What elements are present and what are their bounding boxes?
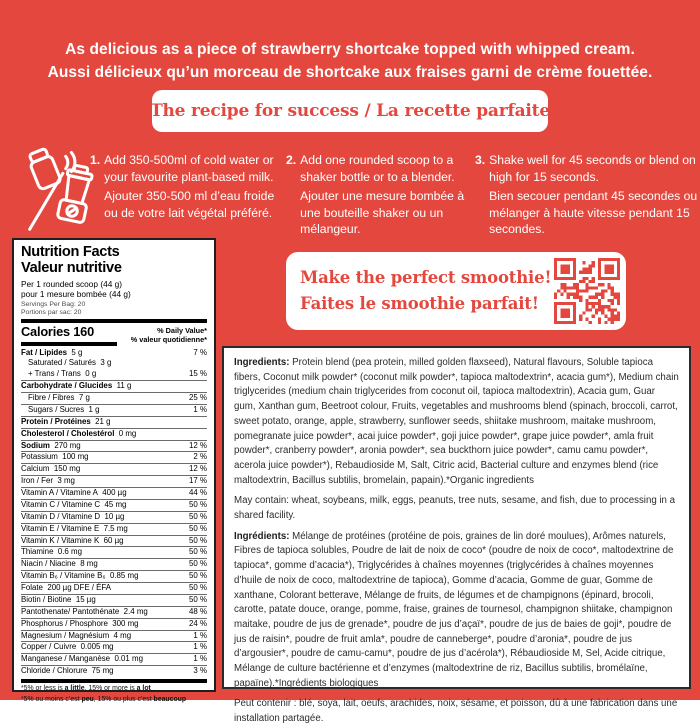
step-2-en: Add one rounded scoop to a shaker bottle or to a blender. (300, 153, 455, 184)
servings-per-bag-en: Servings Per Bag: 20 (21, 301, 86, 308)
nutrition-row: Vitamin C / Vitamine C 45 mg 50 % (21, 499, 207, 509)
smoothie-banner-fr: Faites le smoothie parfait! (300, 294, 539, 313)
nutrition-title-fr: Valeur nutritive (21, 259, 122, 276)
nutrition-row: Vitamin K / Vitamine K 60 µg 50 % (21, 535, 207, 545)
nutrition-row: Sugars / Sucres 1 g 1 % (21, 404, 207, 416)
nutrition-row: Calcium 150 mg 12 % (21, 464, 207, 474)
divider-bar (21, 342, 117, 347)
nutrition-title-en: Nutrition Facts (21, 244, 120, 260)
step-1-en: Add 350-500ml of cold water or your favourite plant-based milk. (104, 153, 274, 184)
nutrition-row: Chloride / Chlorure 75 mg 3 % (21, 666, 207, 676)
ingredients-en-text: Protein blend (pea protein, milled golden flaxseed), Natural flavours, Soluble tapioca fibers, Coconut milk powder* (coconut milk powder*, tapioca maltodextrin*, acacia gum*), Medium chain triglycerides (medium chain triglycerides from coconut oil, tapioca maltodextrin), Acacia gum, Guar gum, Xanthan gum, Beetroot colour, Fruits, vegetables and mushrooms blend (spinach, broccoli, carrot, sweet potato, orange, apple, strawberry, sunflower seeds, shiitake mushroom, maitake mushroom, pomegranate juice powder*, acai juice powder*, goji juice powder*, grape juice powder*, amla fruit powder*, cranberry powder*, aronia powder*, sea buckthorn juice powder*, camu camu powder*, acerola juice powder*), Rebaudioside M, Salt, Citric acid, Bacterial culture and enzymes blend (rice maltodextrin, Bacillus subtilis, bromelain, papain).*Organic ingredients (234, 357, 679, 486)
step-2-number: 2. (286, 153, 297, 167)
nutrition-row: Folate 200 µg DFE / ÉFA 50 % (21, 583, 207, 593)
qr-code-icon (554, 258, 620, 324)
daily-value-header-en: % Daily Value* (157, 325, 207, 335)
nutrition-row: Vitamin B₆ / Vitamine B₆ 0.85 mg 50 % (21, 571, 207, 581)
nutrition-row: Biotin / Biotine 15 µg 50 % (21, 594, 207, 604)
footnote-en: *5% or less is a little, 15% or more is a lot (21, 685, 151, 692)
tagline-fr: Aussi délicieux qu’un morceau de shortcake aux fraises garni de crème fouettée. (47, 64, 653, 81)
serving-size-en: Per 1 rounded scoop (44 g) (21, 279, 123, 289)
step-3 (475, 152, 698, 238)
nutrition-row: Sodium 270 mg 12 % (21, 440, 207, 450)
nutrition-row: Carbohydrate / Glucides 11 g (21, 380, 207, 392)
ingredients-panel (222, 346, 691, 725)
nutrition-row: Magnesium / Magnésium 4 mg 1 % (21, 630, 207, 640)
tagline-en: As delicious as a piece of strawberry shortcake topped with whipped cream. (65, 41, 635, 58)
nutrition-row: Manganese / Manganèse 0.01 mg 1 % (21, 654, 207, 664)
step-3-number: 3. (475, 153, 486, 167)
nutrition-row: + Trans / Trans 0 g 15 % (28, 369, 207, 379)
nutrition-row: Protein / Protéines 21 g (21, 416, 207, 428)
recipe-banner-title: The recipe for success / La recette parfaite (150, 101, 550, 121)
nutrition-row: Cholesterol / Cholestérol 0 mg (21, 428, 207, 440)
ingredients-fr-text: Mélange de protéines (protéine de pois, graines de lin doré moulues), Arômes naturels, Fibres de tapioca solubles, Poudre de lait de noix de coco* (poudre de noix de coco*, maltodextrine de tapioca*, gomme d’acacia*), Triglycérides à chaînes moyennes (triglycérides à chaînes moyennes d’huile de noix de coco, maltodextrine de tapioca), Gomme d’acacia, Gomme de guar, Gomme de xanthane, Colorant betterave, Mélange de fruits, de légumes et de champignons (épinard, brocoli, carotte, patate douce, orange, pomme, fraise, graines de tournesol, champignon shiitake, champignon maitake, poudre de jus de grenade*, poudre de jus d’açaï*, poudre de jus de baies de goji*, poudre de jus de raisin*, poudre de fruit amla*, poudre de canneberge*, poudre d’aronia*, poudre de jus d’argousier*, poudre de camu-camu*, poudre de jus d’acérola*), Rébaudioside M, Sel, Acide citrique, Mélange de culture bactérienne et d’enzymes (maltodextrine de riz, Bacillus subtilis, bromélaïne, papaïne).*Ingrédients biologiques (234, 530, 674, 689)
nutrition-row: Fat / Lipides 5 g 7 % (21, 347, 207, 357)
ingredients-fr-label: Ingrédients: (234, 530, 290, 542)
step-3-en: Shake well for 45 seconds or blend on high for 15 seconds. (489, 153, 696, 184)
nutrition-row: Iron / Fer 3 mg 17 % (21, 476, 207, 486)
step-3-fr: Bien secouer pendant 45 secondes ou mélanger à haute vitesse pendant 15 secondes. (489, 189, 698, 237)
nutrition-row: Saturated / Saturés 3 g (28, 358, 112, 368)
tagline (0, 38, 700, 84)
nutrition-row: Potassium 100 mg 2 % (21, 452, 207, 462)
ingredients-en (234, 356, 679, 488)
step-1-number: 1. (90, 153, 101, 167)
step-2-fr: Ajouter une mesure bombée à une bouteille shaker ou un mélangeur. (300, 189, 465, 237)
recipe-banner (152, 90, 548, 132)
servings-per-bag-fr: Portions par sac: 20 (21, 309, 82, 316)
nutrition-row: Vitamin D / Vitamine D 10 µg 50 % (21, 511, 207, 521)
may-contain-fr: Peut contenir : blé, soya, lait, oeufs, arachides, noix, sésame, et poisson, dû à une fabrication dans une installation partagée. (234, 698, 678, 725)
nutrition-row: Fibre / Fibres 7 g 25 % (21, 392, 207, 404)
smoothie-banner (286, 252, 626, 330)
nutrition-row: Pantothenate/ Pantothénate 2.4 mg 48 % (21, 606, 207, 616)
divider-bar (21, 679, 207, 683)
nutrition-facts-panel (12, 238, 216, 704)
nutrition-row: Copper / Cuivre 0.005 mg 1 % (21, 642, 207, 652)
ingredients-en-label: Ingredients: (234, 357, 290, 368)
divider-bar (21, 319, 207, 323)
nutrition-row: Thiamine 0.6 mg 50 % (21, 547, 207, 557)
nutrition-row: Niacin / Niacine 8 mg 50 % (21, 559, 207, 569)
nutrition-row: Phosphorus / Phosphore 300 mg 24 % (21, 618, 207, 628)
smoothie-banner-en: Make the perfect smoothie! (300, 268, 552, 287)
serving-size-fr: pour 1 mesure bombée (44 g) (21, 289, 131, 299)
step-2 (286, 152, 468, 238)
nutrition-row: Vitamin A / Vitamine A 400 µg 44 % (21, 488, 207, 498)
nutrition-rows (21, 348, 207, 678)
step-1-fr: Ajouter 350-500 ml d’eau froide ou de votre lait végétal préféré. (104, 189, 275, 220)
footnote-fr: *5% ou moins c’est peu, 15% ou plus c’est beaucoup (21, 696, 187, 704)
may-contain-en: May contain: wheat, soybeans, milk, eggs, peanuts, tree nuts, sesame, and fish, due to processing in a shared facility. (234, 495, 676, 522)
ingredients-fr (234, 530, 679, 692)
daily-value-header-fr: % valeur quotidienne* (130, 335, 207, 344)
step-1 (90, 152, 290, 221)
calories-value: Calories 160 (21, 323, 95, 339)
nutrition-row: Vitamin E / Vitamine E 7.5 mg 50 % (21, 523, 207, 533)
